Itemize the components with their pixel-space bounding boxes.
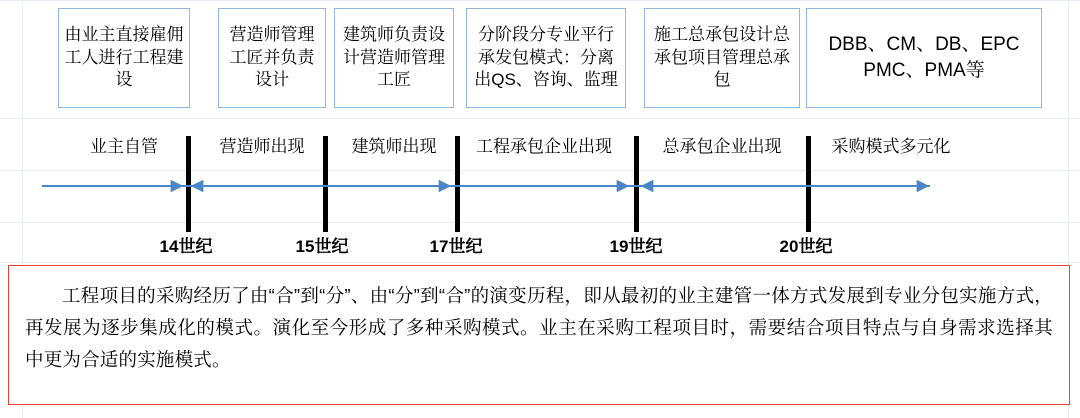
century-label-2: 15世纪: [295, 237, 349, 256]
stage-box-2-label: 营造师管理工匠并负责设计: [229, 24, 315, 90]
timeline-axis: [0, 160, 1080, 220]
grid-line: [0, 222, 1080, 223]
century-label-1: 14世纪: [159, 237, 213, 256]
century-label-4: 19世纪: [609, 237, 663, 256]
stage-box-3-label: 建筑师负责设计营造师管理工匠: [343, 24, 445, 90]
era-label-6: 采购模式多元化: [831, 137, 951, 156]
era-label-3: 建筑师出现: [351, 137, 437, 156]
grid-line: [0, 118, 1080, 119]
summary-note-text: 工程项目的采购经历了由“合”到“分”、由“分”到“合”的演变历程，即从最初的业主建管一体方式发展到专业分包实施方式，再发展为逐步集成化的模式。演化至今形成了多种采购模式。业主在采购工程项目时，需要结合项目特点与自身需求选择其中更为合适的实施模式。: [25, 285, 1053, 370]
grid-line: [0, 262, 1080, 263]
stage-box-4: [466, 8, 626, 108]
century-label-5: 20世纪: [779, 237, 833, 256]
stage-box-5: [644, 8, 800, 108]
stage-box-6: [806, 8, 1042, 108]
stage-box-3: [334, 8, 454, 108]
era-label-4: 工程承包企业出现: [476, 137, 612, 156]
stage-box-1: [58, 8, 190, 108]
stage-box-5-label: 施工总承包设计总承包项目管理总承包: [654, 24, 790, 90]
era-label-1: 业主自管: [90, 137, 158, 156]
stage-box-2: [218, 8, 326, 108]
stage-box-6-label: DBB、CM、DB、EPC PMC、PMA等: [828, 34, 1020, 81]
era-label-2: 营造师出现: [219, 137, 305, 156]
summary-note: [8, 265, 1070, 405]
stage-box-4-label: 分阶段分专业平行承发包模式：分离出QS、咨询、监理: [474, 24, 618, 90]
grid-line: [0, 0, 1080, 1]
century-label-3: 17世纪: [429, 237, 483, 256]
era-label-5: 总承包企业出现: [662, 137, 782, 156]
stage-box-1-label: 由业主直接雇佣工人进行工程建设: [64, 24, 184, 90]
